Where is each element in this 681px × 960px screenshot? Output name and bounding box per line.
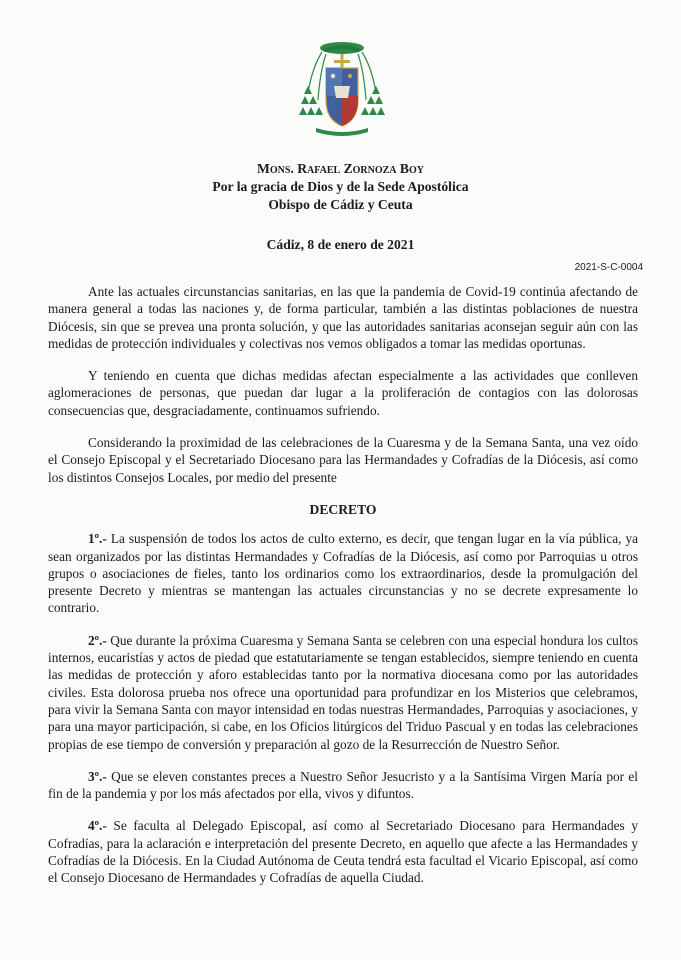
article-number: 1º.- — [88, 531, 107, 547]
article-text: Que se eleven constantes preces a Nuestro Señor Jesucristo y a la Santísima Virgen María por el fin de la pandemia y por los más afectados por ella, vivos y difuntos. — [48, 768, 638, 802]
decree-article — [48, 768, 638, 803]
document-body — [48, 283, 638, 902]
episcopal-coat-of-arms — [298, 38, 386, 138]
article-number: 2º.- — [88, 632, 107, 648]
issuer-name: Rafael Zornoza Boy — [297, 161, 424, 176]
article-text: Se faculta al Delegado Episcopal, así como al Secretariado Diocesano para Hermandades y Cofradías, para la aclaración e interpretación del presente Decreto, en aquello que afecte a las Hermandades y Cofradías de la Diócesis. En la Ciudad Autónoma de Ceuta tendrá esta facultad el Vicario Episcopal, así como el Consejo Diocesano de Hermandades y Cofradías de aquella Ciudad. — [48, 818, 638, 886]
article-text: Que durante la próxima Cuaresma y Semana Santa se celebren con una especial hondura los cultos internos, eucaristías y actos de piedad que estatutariamente se tengan establecidos, siempre teniendo en cuenta las medidas de protección y aforo establecidas tanto por la normativa diocesana como por las autoridades civiles. Esta dolorosa prueba nos ofrece una oportunidad para profundizar en los Misterios que celebramos, para vivir la Semana Santa con mayor intensidad en todas nuestras Hermandades, Parroquias y asociaciones, y para una mayor participación, si cabe, en los Oficios litúrgicos del Triduo Pascual y en todas las celebraciones propias de ese tiempo de conversión y preparación al gozo de la Resurrección de Nuestro Señor. — [48, 632, 638, 752]
intro-paragraph: Y teniendo en cuenta que dichas medidas afectan especialmente a las actividades que conlleven aglomeraciones de personas, que puedan dar lugar a la proliferación de contagios con las dolorosas consecuencias que, desgraciadamente, continuamos sufriendo. — [48, 368, 638, 418]
article-number: 3º.- — [88, 768, 107, 784]
document-reference: 2021-S-C-0004 — [574, 262, 643, 273]
issuer-name-line — [0, 160, 681, 178]
intro-paragraph: Ante las actuales circunstancias sanitarias, en las que la pandemia de Covid-19 continúa afectando de manera general a todas las naciones y, de forma particular, también a las distintas poblaciones de nuestra Diócesis, sin que se prevea una pronta solución, y que las autoridades sanitarias aconsejan seguir aún con las medidas de protección individuales y colectivas nos vemos obligados a tomar las medidas oportunas. — [48, 284, 638, 351]
issuer-name-prefix: Mons. — [257, 161, 294, 176]
decree-title: DECRETO — [309, 501, 377, 517]
intro-paragraph: Considerando la proximidad de las celebraciones de la Cuaresma y de la Semana Santa, una vez oído el Consejo Episcopal y el Secretariado Diocesano para las Hermandades y Cofradías de la Diócesis, así como los distintos Consejos Locales, por medio del presente — [48, 435, 638, 485]
decree-article — [48, 632, 638, 753]
article-number: 4º.- — [88, 818, 107, 834]
issuer-see-line: Obispo de Cádiz y Ceuta — [268, 197, 413, 212]
issuer-header — [0, 160, 681, 214]
article-text: La suspensión de todos los actos de culto externo, es decir, que tengan lugar en la vía pública, ya sean organizados por las distintas Hermandades y Cofradías de la Diócesis, así como por Parroquias u otros grupos o asociaciones de fieles, tanto los ordinarios como los extraordinarios, desde la promulgación del presente Decreto y mientras se mantengan las actuales circunstancias y no se decrete expresamente lo contrario. — [48, 531, 638, 616]
decree-article — [48, 817, 638, 886]
issuer-title-line: Por la gracia de Dios y de la Sede Apostólica — [212, 179, 469, 194]
document-date: Cádiz, 8 de enero de 2021 — [266, 237, 415, 252]
decree-article — [48, 530, 638, 616]
